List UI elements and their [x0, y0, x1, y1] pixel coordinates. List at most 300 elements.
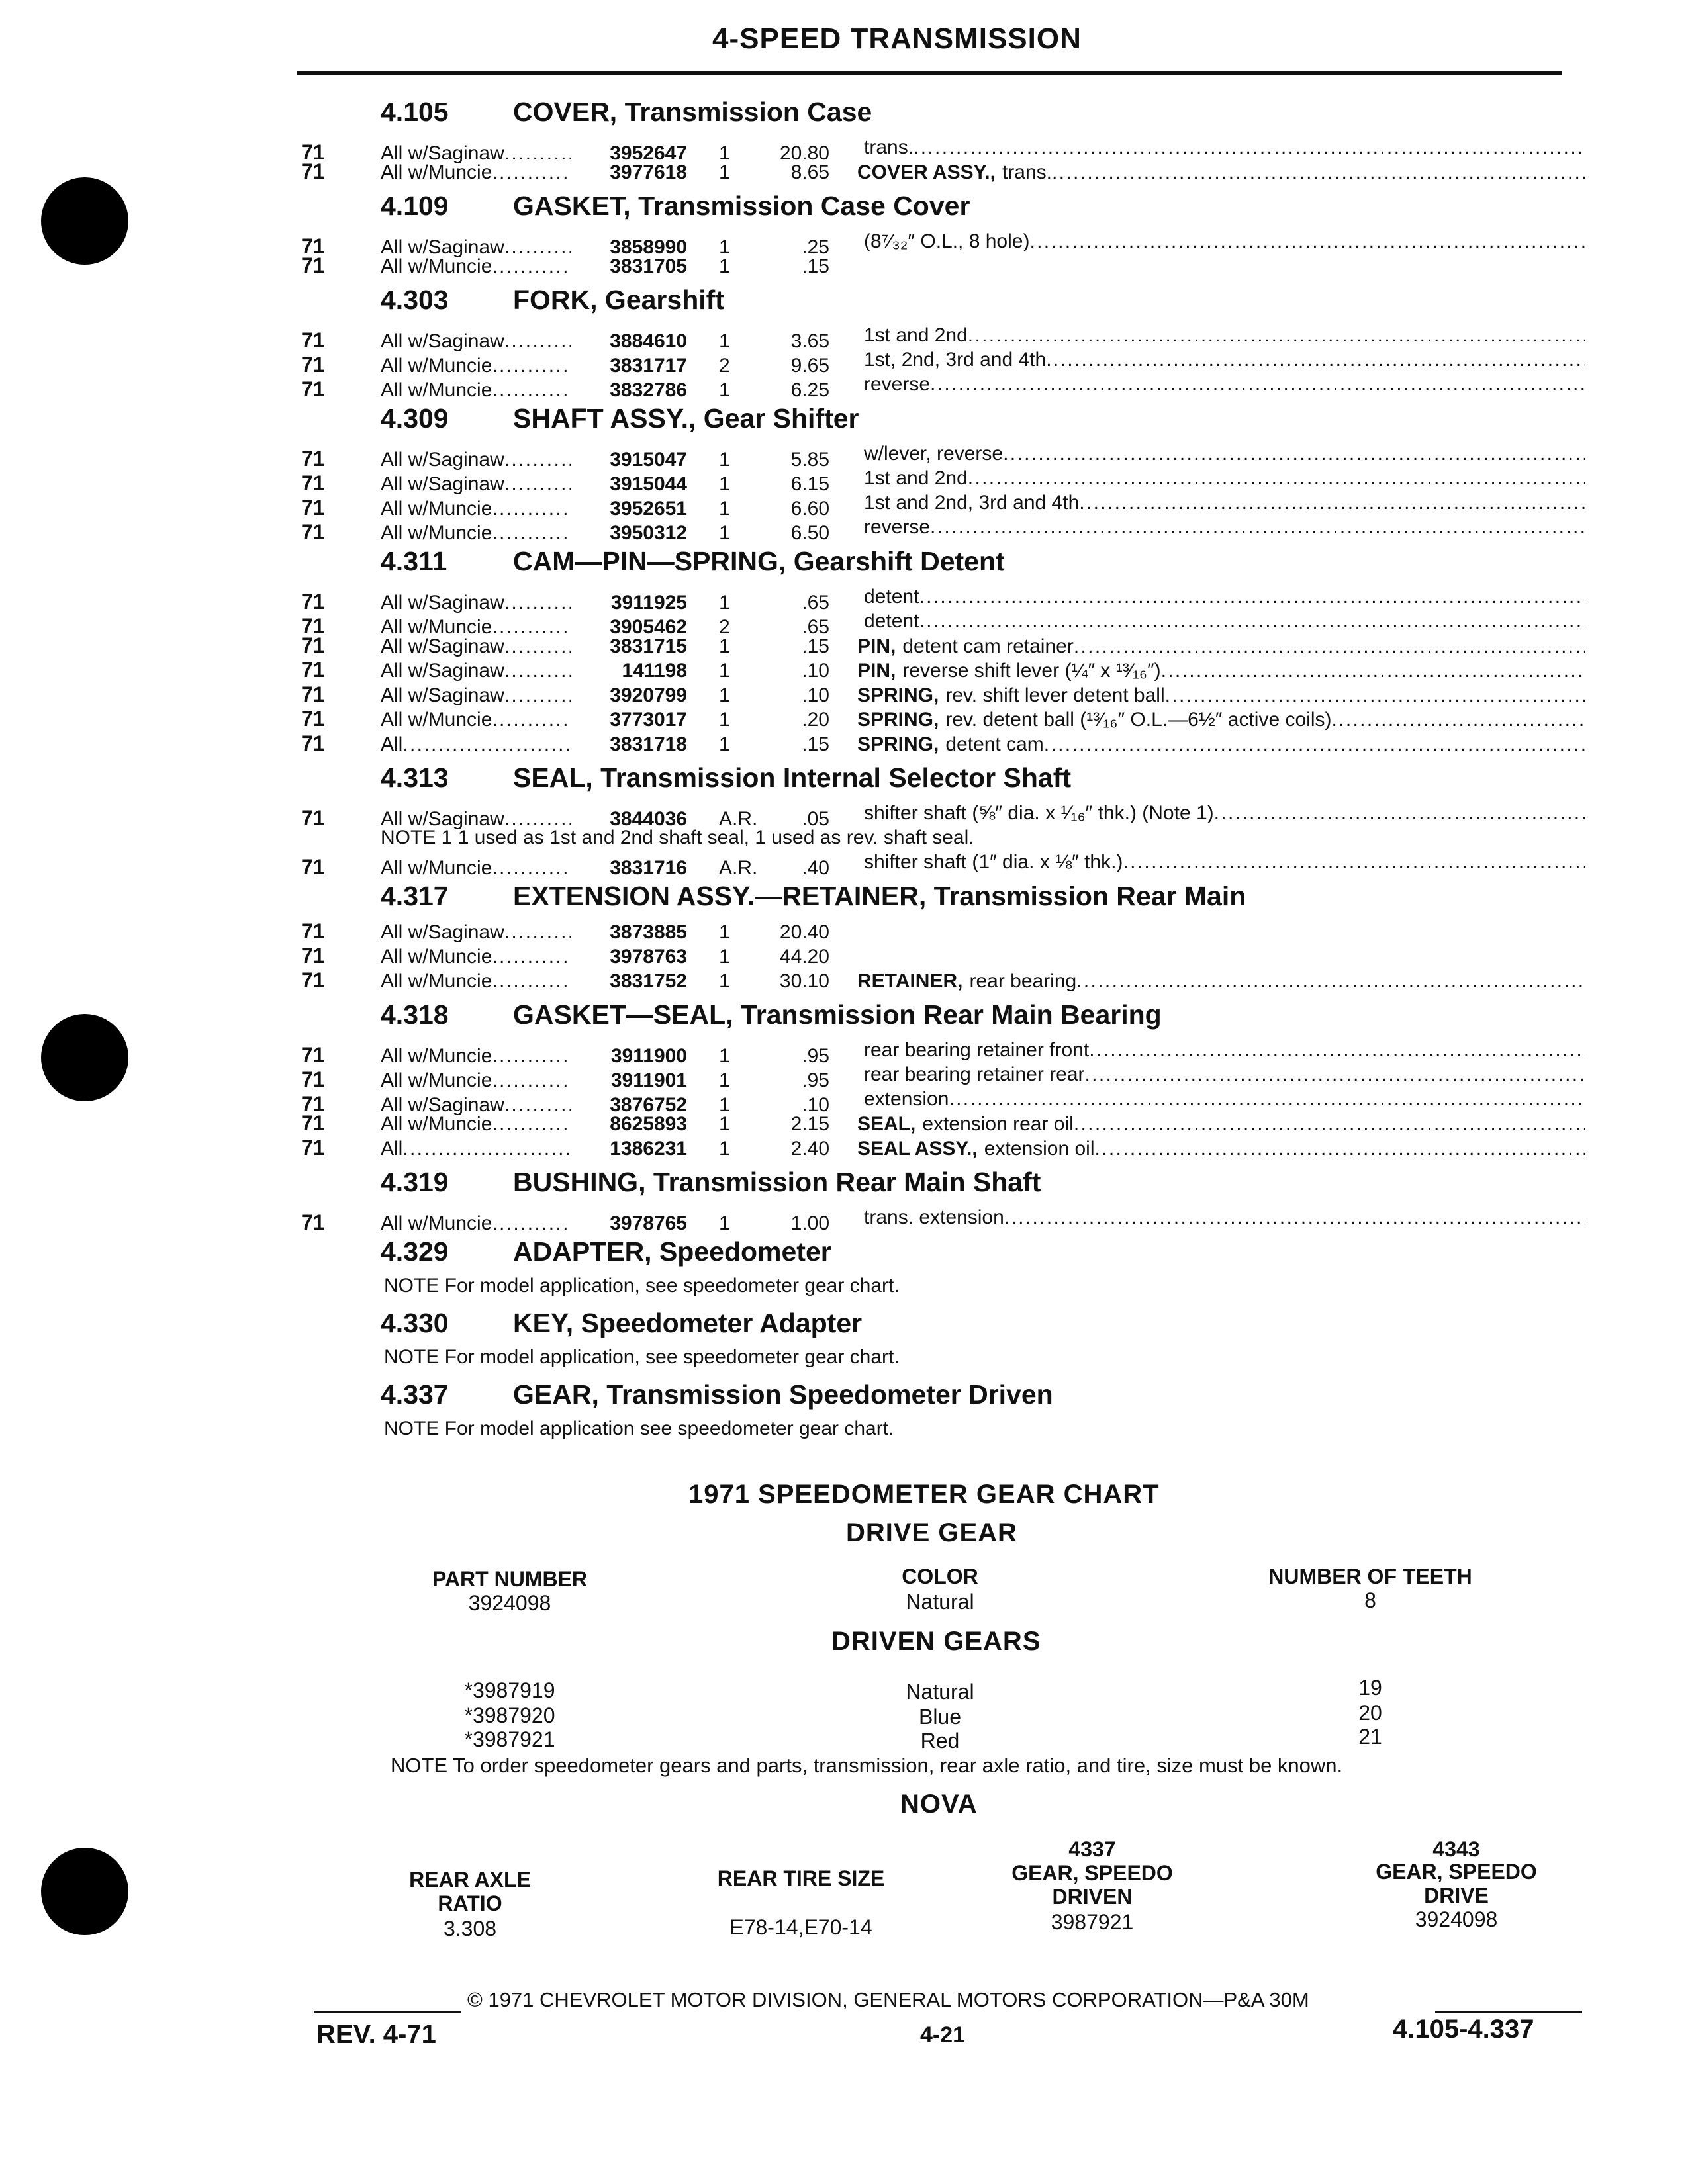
dot-leader — [1076, 969, 1585, 993]
dot-leader — [492, 496, 571, 521]
dot-leader — [1029, 229, 1585, 253]
quantity: 1 — [719, 255, 730, 277]
dot-leader — [1123, 850, 1585, 874]
price: .65 — [802, 592, 829, 614]
part-number: 3858990 — [610, 236, 687, 258]
section-heading — [291, 184, 1589, 229]
price: .20 — [802, 709, 829, 731]
dot-leader — [402, 1136, 571, 1161]
nova-ratio: 3.308 — [443, 1917, 497, 1940]
application — [381, 944, 571, 969]
dot-leader — [402, 732, 571, 756]
model-year: 71 — [301, 1210, 325, 1234]
section-number: 4.309 — [381, 403, 449, 433]
model-year: 71 — [301, 253, 325, 277]
application-text: All w/Saginaw — [381, 635, 504, 657]
part-number: 3950312 — [610, 522, 687, 544]
dot-leader — [1214, 801, 1585, 825]
application — [381, 378, 571, 402]
description — [829, 135, 1585, 159]
dot-leader — [504, 634, 571, 659]
application — [381, 353, 571, 378]
quantity: 1 — [719, 498, 730, 520]
description-text: 1st and 2nd, 3rd and 4th — [864, 492, 1080, 514]
driven-teeth-3: 21 — [1358, 1725, 1382, 1749]
price: .25 — [802, 236, 829, 258]
description-text: (8⁷⁄₃₂″ O.L., 8 hole) — [864, 230, 1030, 252]
dot-leader — [492, 1211, 571, 1236]
description — [829, 609, 1585, 633]
section-heading — [291, 539, 1589, 584]
section-number: 4.109 — [381, 191, 449, 221]
price: .10 — [802, 684, 829, 706]
description-text: 1st and 2nd — [864, 324, 968, 346]
section-number: 4.303 — [381, 285, 449, 315]
quantity: 2 — [719, 355, 730, 377]
dot-leader — [1089, 1038, 1585, 1062]
section-title: GASKET, Transmission Case Cover — [513, 191, 970, 221]
price: .40 — [802, 857, 829, 879]
dot-leader — [504, 683, 571, 707]
page-number: 4-21 — [920, 2023, 966, 2048]
parts-row — [291, 1205, 1589, 1234]
price: 44.20 — [779, 946, 829, 968]
description-text: extension rear oil — [922, 1113, 1074, 1135]
dot-leader — [919, 584, 1585, 609]
application-text: All w/Muncie — [381, 1212, 492, 1234]
application-text: All w/Muncie — [381, 498, 492, 520]
driven-color-3: Red — [920, 1729, 960, 1752]
application-text: All w/Saginaw — [381, 921, 504, 943]
section-note: NOTE For model application, see speedometer gear chart. — [384, 1275, 900, 1297]
dot-leader — [492, 1044, 571, 1068]
parts-row — [291, 253, 1589, 278]
model-year: 71 — [301, 353, 325, 377]
model-year: 71 — [301, 1111, 325, 1135]
application — [381, 160, 571, 185]
application-text: All w/Muncie — [381, 1045, 492, 1067]
description — [829, 1087, 1585, 1111]
section-title: SHAFT ASSY., Gear Shifter — [513, 403, 859, 433]
section-heading — [291, 993, 1589, 1038]
nova-title: NOVA — [900, 1790, 978, 1819]
description-bold: SEAL, — [857, 1113, 916, 1135]
part-number: 3831718 — [610, 733, 687, 755]
dot-leader — [492, 1112, 571, 1136]
part-number: 3915044 — [610, 473, 687, 495]
description — [829, 515, 1585, 539]
section-range: 4.105-4.337 — [1393, 2015, 1534, 2044]
application — [381, 496, 571, 521]
parts-row — [291, 801, 1589, 830]
col-header-teeth: NUMBER OF TEETH — [1268, 1565, 1472, 1588]
description-bold: SPRING, — [857, 709, 939, 731]
application-text: All w/Saginaw — [381, 142, 504, 164]
price: .10 — [802, 1094, 829, 1116]
parts-section — [291, 1373, 1589, 1444]
application-text: All w/Muncie — [381, 616, 492, 638]
price: 2.40 — [790, 1138, 829, 1160]
section-title: BUSHING, Transmission Rear Main Shaft — [513, 1167, 1041, 1197]
description-text: w/lever, reverse — [864, 443, 1004, 465]
application-text: All w/Muncie — [381, 379, 492, 401]
quantity: 1 — [719, 970, 730, 992]
quantity: 1 — [719, 1094, 730, 1116]
price: .15 — [802, 635, 829, 657]
description — [829, 229, 1585, 253]
section-heading — [291, 1230, 1589, 1275]
col-header-color: COLOR — [902, 1565, 978, 1588]
application-text: All w/Saginaw — [381, 684, 504, 706]
application — [381, 1044, 571, 1068]
model-year: 71 — [301, 806, 325, 830]
model-year: 71 — [301, 1068, 325, 1091]
revision-label: REV. 4-71 — [316, 2020, 436, 2049]
section-heading — [291, 396, 1589, 441]
model-year: 71 — [301, 633, 325, 657]
description-text: rear bearing retainer rear — [864, 1064, 1085, 1085]
quantity: 1 — [719, 473, 730, 495]
description-text: reverse — [864, 373, 931, 395]
part-number: 3905462 — [610, 616, 687, 638]
description-text: rev. shift lever detent ball — [945, 684, 1165, 706]
section-number: 4.313 — [381, 762, 449, 793]
quantity: 2 — [719, 616, 730, 638]
parts-row — [291, 850, 1589, 879]
dot-leader — [504, 472, 571, 496]
description — [829, 1062, 1585, 1087]
dot-leader — [492, 378, 571, 402]
model-year: 71 — [301, 658, 325, 682]
application-text: All w/Saginaw — [381, 473, 504, 495]
part-number: 3831717 — [610, 355, 687, 377]
application-text: All w/Muncie — [381, 255, 492, 277]
price: .05 — [802, 808, 829, 830]
parts-row — [291, 1111, 1589, 1136]
model-year: 71 — [301, 855, 325, 879]
nova-col4-number: 4343 — [1432, 1837, 1480, 1861]
application-text: All w/Saginaw — [381, 592, 504, 614]
part-number: 3977618 — [610, 161, 687, 183]
nova-col4-subheader: DRIVE — [1424, 1884, 1489, 1907]
model-year: 71 — [301, 159, 325, 183]
dot-leader — [492, 254, 571, 279]
driven-part-1: *3987919 — [464, 1678, 555, 1702]
application — [381, 521, 571, 545]
section-heading — [291, 1301, 1589, 1346]
description-text: rev. detent ball (¹³⁄₁₆″ O.L.—6½″ active coils) — [945, 709, 1332, 731]
parts-row — [291, 441, 1589, 471]
application — [381, 1068, 571, 1093]
description-bold: PIN, — [857, 660, 896, 682]
nova-col3-number: 4337 — [1068, 1837, 1116, 1861]
dot-leader — [504, 920, 571, 944]
application-text: All w/Saginaw — [381, 1094, 504, 1116]
dot-leader — [930, 515, 1585, 539]
section-number: 4.105 — [381, 97, 449, 127]
parts-row — [291, 1136, 1589, 1160]
punch-hole-top — [41, 177, 128, 265]
drive-gear-title: DRIVE GEAR — [846, 1518, 1017, 1547]
dot-leader — [504, 659, 571, 683]
parts-section — [291, 993, 1589, 1160]
description-text: trans. — [864, 136, 914, 158]
dot-leader — [492, 353, 571, 378]
nova-tire: E78-14,E70-14 — [729, 1915, 872, 1939]
model-year: 71 — [301, 919, 325, 943]
dot-leader — [1004, 1205, 1585, 1230]
part-number: 3831715 — [610, 635, 687, 657]
dot-leader — [1003, 441, 1585, 466]
driven-teeth-1: 19 — [1358, 1676, 1382, 1700]
footer — [311, 1989, 1582, 2016]
quantity: 1 — [719, 1113, 730, 1135]
description-text: rear bearing — [969, 970, 1077, 992]
punch-hole-bottom — [41, 1848, 128, 1935]
parts-section — [291, 1160, 1589, 1234]
application-text: All w/Muncie — [381, 1113, 492, 1135]
price: 6.15 — [790, 473, 829, 495]
section-heading — [291, 1373, 1589, 1418]
parts-section — [291, 90, 1589, 184]
description-text: extension — [864, 1088, 949, 1110]
price: 20.80 — [779, 142, 829, 164]
dot-leader — [504, 447, 571, 472]
section-title: GEAR, Transmission Speedometer Driven — [513, 1379, 1053, 1410]
part-number: 3844036 — [610, 808, 687, 830]
dot-leader — [1165, 683, 1585, 707]
section-number: 4.330 — [381, 1308, 449, 1338]
application — [381, 1112, 571, 1136]
price: .95 — [802, 1045, 829, 1067]
quantity: 1 — [719, 1069, 730, 1091]
parts-listing — [291, 90, 1589, 1444]
section-title: COVER, Transmission Case — [513, 97, 872, 127]
description — [829, 683, 1585, 707]
dot-leader — [1046, 347, 1585, 372]
section-number: 4.329 — [381, 1236, 449, 1267]
section-number: 4.311 — [381, 546, 447, 576]
application — [381, 254, 571, 279]
application-text: All w/Muncie — [381, 857, 492, 879]
section-number: 4.318 — [381, 999, 449, 1030]
part-number: 3831716 — [610, 857, 687, 879]
parts-section — [291, 756, 1589, 879]
part-number: 3978765 — [610, 1212, 687, 1234]
quantity: 1 — [719, 522, 730, 544]
application-text: All w/Muncie — [381, 709, 492, 731]
dot-leader — [1052, 160, 1585, 185]
parts-row — [291, 919, 1589, 944]
quantity: 1 — [719, 161, 730, 183]
part-number: 3952647 — [610, 142, 687, 164]
application-text: All — [381, 733, 403, 755]
quantity: 1 — [719, 142, 730, 164]
description — [829, 160, 1585, 185]
part-number: 1386231 — [610, 1138, 687, 1160]
section-title: GASKET—SEAL, Transmission Rear Main Bearing — [513, 999, 1162, 1030]
driven-part-3: *3987921 — [464, 1727, 555, 1751]
part-number: 3884610 — [610, 330, 687, 352]
application — [381, 683, 571, 707]
part-number: 3911901 — [610, 1069, 687, 1091]
application — [381, 920, 571, 944]
parts-row — [291, 633, 1589, 658]
section-heading — [291, 90, 1589, 135]
copyright-notice: © 1971 CHEVROLET MOTOR DIVISION, GENERAL MOTORS CORPORATION—P&A 30M — [467, 1988, 1309, 2011]
description-text: rear bearing retainer front — [864, 1039, 1090, 1061]
part-number: 3915047 — [610, 449, 687, 471]
model-year: 71 — [301, 944, 325, 968]
parts-row — [291, 707, 1589, 731]
nova-drive: 3924098 — [1415, 1907, 1498, 1931]
dot-leader — [1074, 1112, 1585, 1136]
price: 6.25 — [790, 379, 829, 401]
section-heading — [291, 278, 1589, 323]
dot-leader — [968, 466, 1585, 490]
description-text: shifter shaft (1″ dia. x ⅛″ thk.) — [864, 851, 1123, 873]
driven-color-2: Blue — [918, 1705, 962, 1729]
application — [381, 732, 571, 756]
description-bold: SPRING, — [857, 733, 939, 755]
description — [829, 347, 1585, 372]
application-text: All w/Muncie — [381, 970, 492, 992]
application-text: All w/Muncie — [381, 946, 492, 968]
part-number: 3873885 — [610, 921, 687, 943]
price: 30.10 — [779, 970, 829, 992]
part-number: 3952651 — [610, 498, 687, 520]
quantity: 1 — [719, 1212, 730, 1234]
application-text: All w/Saginaw — [381, 330, 504, 352]
description-bold: RETAINER, — [857, 970, 963, 992]
driven-part-2: *3987920 — [464, 1704, 555, 1727]
description — [829, 732, 1585, 756]
price: .65 — [802, 616, 829, 638]
nova-col1-header: REAR AXLE — [409, 1868, 531, 1891]
quantity: A.R. — [719, 857, 758, 879]
parts-section — [291, 1301, 1589, 1373]
price: 5.85 — [790, 449, 829, 471]
description — [829, 1112, 1585, 1136]
nova-col2-header: REAR TIRE SIZE — [717, 1866, 885, 1890]
description-text: extension oil — [984, 1138, 1095, 1160]
part-number: 3831705 — [610, 255, 687, 277]
quantity: 1 — [719, 1045, 730, 1067]
price: 1.00 — [790, 1212, 829, 1234]
description-text: detent cam retainer — [902, 635, 1074, 657]
application-text: All w/Saginaw — [381, 660, 504, 682]
parts-row — [291, 323, 1589, 352]
dot-leader — [914, 135, 1585, 159]
price: 6.50 — [790, 522, 829, 544]
part-number: 3978763 — [610, 946, 687, 968]
dot-leader — [492, 707, 571, 732]
parts-row — [291, 1038, 1589, 1067]
price: 2.15 — [790, 1113, 829, 1135]
part-number: 3911925 — [610, 592, 687, 614]
drive-part: 3924098 — [468, 1591, 551, 1615]
col-header-part-number: PART NUMBER — [432, 1567, 588, 1591]
part-number: 141198 — [622, 660, 687, 682]
dot-leader — [919, 609, 1585, 633]
description — [829, 1136, 1585, 1161]
part-number: 3773017 — [610, 709, 687, 731]
model-year: 71 — [301, 1092, 325, 1116]
description — [829, 1038, 1585, 1062]
quantity: 1 — [719, 330, 730, 352]
description-text: 1st, 2nd, 3rd and 4th — [864, 349, 1047, 371]
dot-leader — [492, 856, 571, 880]
section-note: NOTE For model application, see speedometer gear chart. — [384, 1346, 900, 1368]
description-text: reverse shift lever (¼″ x ¹³⁄₁₆″) — [902, 660, 1161, 682]
parts-row — [291, 731, 1589, 756]
dot-leader — [492, 969, 571, 993]
application-text: All w/Muncie — [381, 355, 492, 377]
section-heading — [291, 756, 1589, 801]
parts-section — [291, 539, 1589, 756]
quantity: 1 — [719, 660, 730, 682]
part-number: 3911900 — [610, 1045, 687, 1067]
description — [829, 850, 1585, 874]
quantity: 1 — [719, 449, 730, 471]
parts-row — [291, 944, 1589, 968]
description — [829, 584, 1585, 609]
application-text: All — [381, 1138, 403, 1160]
dot-leader — [504, 590, 571, 615]
section-title: FORK, Gearshift — [513, 285, 724, 315]
model-year: 71 — [301, 968, 325, 992]
section-heading — [291, 1160, 1589, 1205]
description — [829, 441, 1585, 466]
part-number: 3831752 — [610, 970, 687, 992]
drive-color: Natural — [906, 1590, 974, 1614]
parts-section — [291, 184, 1589, 278]
application-text: All w/Saginaw — [381, 236, 504, 258]
parts-row — [291, 135, 1589, 164]
parts-section — [291, 278, 1589, 401]
quantity: 1 — [719, 592, 730, 614]
dot-leader — [492, 944, 571, 969]
nova-col3-subheader: DRIVEN — [1052, 1885, 1133, 1909]
parts-section — [291, 396, 1589, 544]
parts-row — [291, 968, 1589, 993]
section-note: NOTE For model application see speedometer gear chart. — [384, 1418, 894, 1439]
description-text: shifter shaft (⅝″ dia. x ¹⁄₁₆″ thk.) (Note 1) — [864, 802, 1214, 824]
description-text: reverse — [864, 516, 931, 538]
application-text: All w/Muncie — [381, 161, 492, 183]
price: .15 — [802, 255, 829, 277]
application — [381, 1211, 571, 1236]
application — [381, 1136, 571, 1161]
application-text: All w/Muncie — [381, 522, 492, 544]
application — [381, 659, 571, 683]
part-number: 3920799 — [610, 684, 687, 706]
application — [381, 590, 571, 615]
chart-note: NOTE To order speedometer gears and parts, transmission, rear axle ratio, and tire, size must be known. — [391, 1754, 1343, 1777]
description — [829, 490, 1585, 515]
dot-leader — [1044, 732, 1585, 756]
application — [381, 447, 571, 472]
model-year: 71 — [301, 707, 325, 731]
application-text: All w/Muncie — [381, 1069, 492, 1091]
dot-leader — [968, 323, 1585, 347]
dot-leader — [492, 521, 571, 545]
model-year: 71 — [301, 1043, 325, 1067]
price: 6.60 — [790, 498, 829, 520]
model-year: 71 — [301, 682, 325, 706]
description-text: 1st and 2nd — [864, 467, 968, 489]
page-header-title: 4-SPEED TRANSMISSION — [712, 23, 1082, 55]
